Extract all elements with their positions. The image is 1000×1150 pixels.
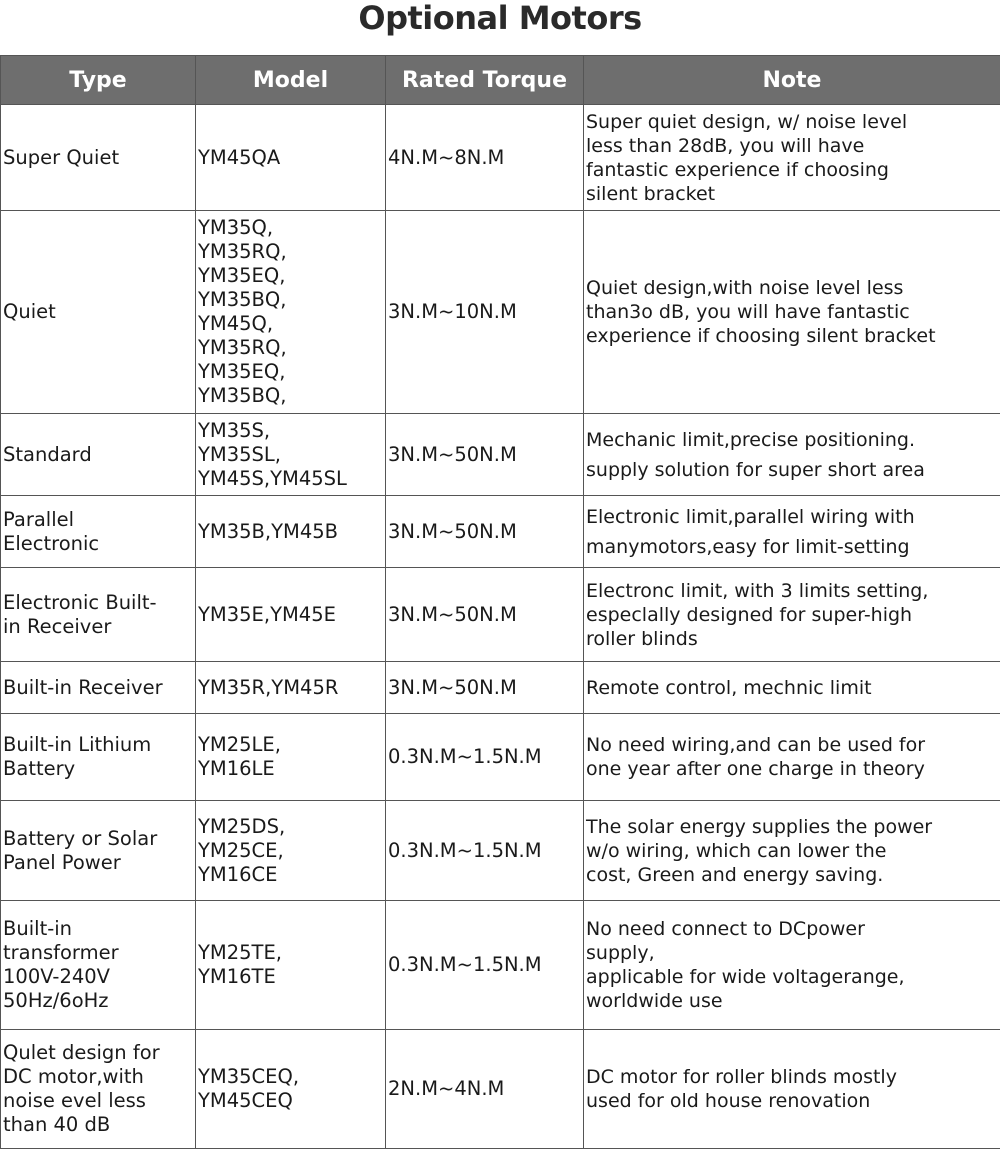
table-row	[1, 496, 1000, 568]
cell-type: Built-in Lithium Battery	[1, 714, 196, 801]
header-note: Note	[584, 56, 1000, 105]
header-type: Type	[1, 56, 196, 105]
cell-torque: 0.3N.M~1.5N.M	[386, 801, 584, 901]
cell-torque: 0.3N.M~1.5N.M	[386, 714, 584, 801]
cell-note: DC motor for roller blinds mostly used for old house renovation	[584, 1030, 1000, 1149]
cell-type: Electronic Built- in Receiver	[1, 568, 196, 662]
table-row	[1, 662, 1000, 714]
header-rated-torque: Rated Torque	[386, 56, 584, 105]
header-model: Model	[196, 56, 386, 105]
cell-torque: 2N.M~4N.M	[386, 1030, 584, 1149]
cell-torque: 3N.M~50N.M	[386, 662, 584, 714]
cell-torque: 3N.M~50N.M	[386, 568, 584, 662]
cell-model: YM25TE, YM16TE	[196, 901, 386, 1030]
cell-torque: 4N.M~8N.M	[386, 105, 584, 211]
cell-model: YM35Q, YM35RQ, YM35EQ, YM35BQ, YM45Q, YM35RQ, YM35EQ, YM35BQ,	[196, 211, 386, 414]
cell-model: YM35E,YM45E	[196, 568, 386, 662]
cell-type: Battery or Solar Panel Power	[1, 801, 196, 901]
table-row	[1, 105, 1000, 211]
cell-torque: 3N.M~50N.M	[386, 496, 584, 568]
table-row	[1, 714, 1000, 801]
cell-model: YM35CEQ, YM45CEQ	[196, 1030, 386, 1149]
cell-type: Built-in Receiver	[1, 662, 196, 714]
cell-model: YM35B,YM45B	[196, 496, 386, 568]
table-row	[1, 801, 1000, 901]
table-row	[1, 414, 1000, 496]
cell-type: Quiet	[1, 211, 196, 414]
cell-type: Standard	[1, 414, 196, 496]
table-row	[1, 211, 1000, 414]
cell-type: Qulet design for DC motor,with noise evel less than 40 dB	[1, 1030, 196, 1149]
cell-model: YM45QA	[196, 105, 386, 211]
cell-model: YM35R,YM45R	[196, 662, 386, 714]
motors-table	[0, 55, 1000, 1149]
cell-note: Super quiet design, w/ noise level less than 28dB, you will have fantastic experience if choosing silent bracket	[584, 105, 1000, 211]
table-row	[1, 1030, 1000, 1149]
cell-model: YM25LE, YM16LE	[196, 714, 386, 801]
cell-note: Quiet design,with noise level less than3o dB, you will have fantastic experience if choosing silent bracket	[584, 211, 1000, 414]
table-row	[1, 901, 1000, 1030]
cell-torque: 0.3N.M~1.5N.M	[386, 901, 584, 1030]
cell-note: No need connect to DCpower supply, applicable for wide voltagerange, worldwide use	[584, 901, 1000, 1030]
cell-model: YM25DS, YM25CE, YM16CE	[196, 801, 386, 901]
cell-note: Mechanic limit,precise positioning. supply solution for super short area	[584, 414, 1000, 496]
cell-model: YM35S, YM35SL, YM45S,YM45SL	[196, 414, 386, 496]
cell-torque: 3N.M~50N.M	[386, 414, 584, 496]
cell-type: Built-in transformer 100V-240V 50Hz/6oHz	[1, 901, 196, 1030]
cell-type: Super Quiet	[1, 105, 196, 211]
cell-note: Remote control, mechnic limit	[584, 662, 1000, 714]
cell-note: Electronic limit,parallel wiring with manymotors,easy for limit-setting	[584, 496, 1000, 568]
cell-note: The solar energy supplies the power w/o wiring, which can lower the cost, Green and energy saving.	[584, 801, 1000, 901]
table-header-row	[1, 56, 1000, 105]
cell-torque: 3N.M~10N.M	[386, 211, 584, 414]
cell-note: No need wiring,and can be used for one year after one charge in theory	[584, 714, 1000, 801]
cell-type: Parallel Electronic	[1, 496, 196, 568]
page-title: Optional Motors	[358, 0, 642, 37]
table-row	[1, 568, 1000, 662]
cell-note: Electronc limit, with 3 limits setting, especlally designed for super-high roller blinds	[584, 568, 1000, 662]
